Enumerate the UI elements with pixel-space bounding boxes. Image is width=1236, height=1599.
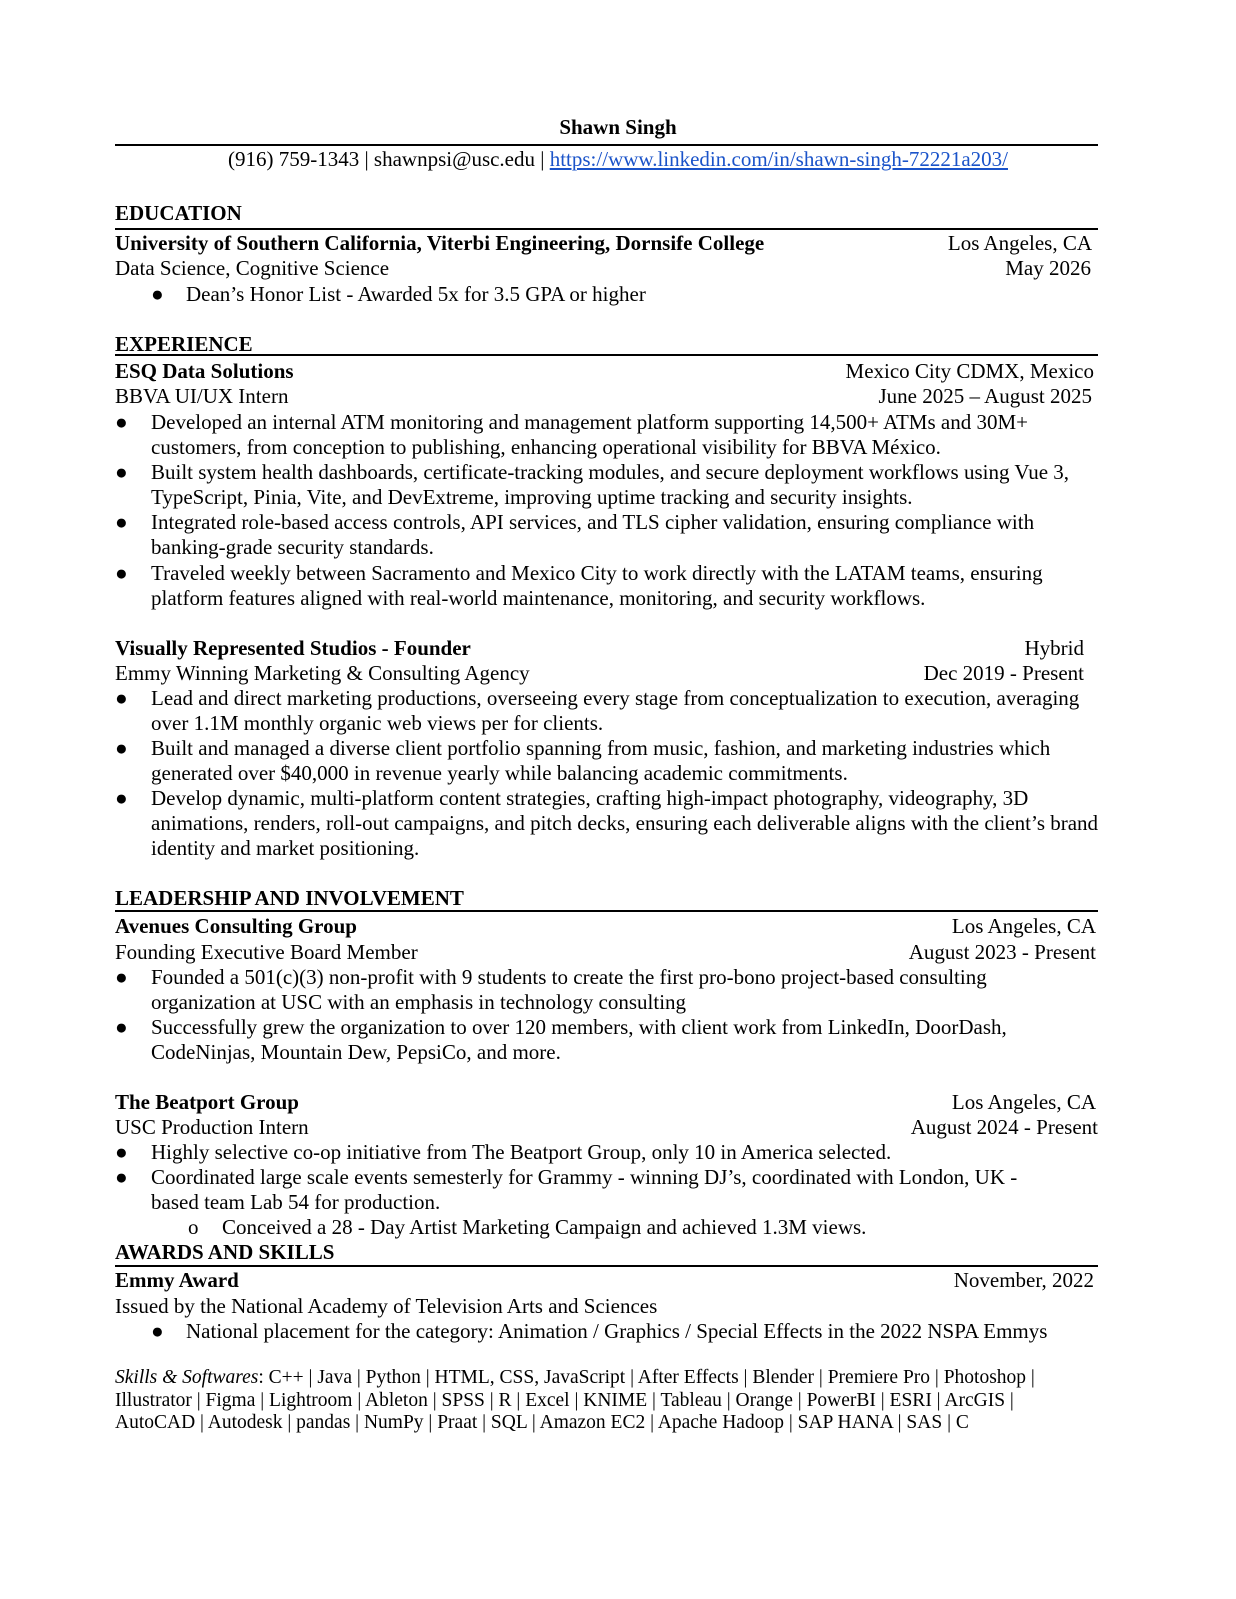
leadership-role: USC Production Intern [115, 1115, 309, 1139]
bullet-icon: ● [115, 686, 128, 710]
school-name: University of Southern California, Viterbi Engineering, Dornsife College [115, 231, 765, 255]
bullet-icon: ● [115, 1165, 128, 1189]
leadership-bullet: Highly selective co-op initiative from The Beatport Group, only 10 in America selected. [151, 1140, 892, 1164]
header-divider [115, 144, 1098, 146]
leadership-org: The Beatport Group [115, 1090, 299, 1114]
job-bullet: Integrated role-based access controls, API services, and TLS cipher validation, ensuring compliance with banking-grade security standards. [151, 510, 1035, 559]
bullet-icon: ● [115, 736, 128, 760]
leadership-bullet: Successfully grew the organization to over 120 members, with client work from LinkedIn, DoorDash, CodeNinjas, Mountain Dew, PepsiCo, and more. [151, 1015, 1007, 1064]
job-bullet: Develop dynamic, multi-platform content strategies, crafting high-impact photography, videography, 3D animations, renders, roll-out campaigns, and pitch decks, ensuring each deliverable aligns with the client’s brand identity and market positioning. [151, 786, 1099, 860]
leadership-role: Founding Executive Board Member [115, 940, 418, 964]
bullet-icon: ● [115, 786, 128, 810]
education-bullet: Dean’s Honor List - Awarded 5x for 3.5 GPA or higher [186, 282, 646, 306]
job-bullet: Built and managed a diverse client portfolio spanning from music, fashion, and marketing industries which generated over $40,000 in revenue yearly while balancing academic commitments. [151, 736, 1051, 785]
leadership-location: Los Angeles, CA [951, 914, 1096, 938]
job-bullet: Built system health dashboards, certificate-tracking modules, and secure deployment workflows using Vue 3, TypeScript, Pinia, Vite, and DevExtreme, improving uptime tracking and security insights. [151, 460, 1070, 509]
skills-label: Skills & Softwares [115, 1367, 259, 1388]
job-role: Emmy Winning Marketing & Consulting Agency [115, 661, 530, 685]
section-heading-education: EDUCATION [115, 201, 242, 225]
job-org: ESQ Data Solutions [115, 359, 294, 383]
job-role: BBVA UI/UX Intern [115, 384, 289, 408]
award-bullet: National placement for the category: Animation / Graphics / Special Effects in the 2022 NSPA Emmys [186, 1319, 1048, 1343]
job-dates: Dec 2019 - Present [923, 661, 1084, 685]
contact-info: (916) 759-1343 | shawnpsi@usc.edu | [228, 147, 550, 171]
education-divider [115, 228, 1098, 230]
school-location: Los Angeles, CA [947, 231, 1092, 255]
bullet-icon: ● [115, 510, 128, 534]
section-heading-leadership: LEADERSHIP AND INVOLVEMENT [115, 886, 464, 910]
leadership-dates: August 2024 - Present [910, 1115, 1098, 1139]
job-location: Mexico City CDMX, Mexico [845, 359, 1094, 383]
bullet-icon: ● [115, 460, 128, 484]
leadership-org: Avenues Consulting Group [115, 914, 357, 938]
skills-paragraph [115, 1367, 1075, 1435]
leadership-location: Los Angeles, CA [951, 1090, 1096, 1114]
job-org: Visually Represented Studios - Founder [115, 636, 471, 660]
bullet-icon: ● [115, 1015, 128, 1039]
award-name: Emmy Award [115, 1268, 239, 1292]
leadership-divider [115, 910, 1098, 912]
bullet-icon: ● [115, 965, 128, 989]
job-bullet: Developed an internal ATM monitoring and management platform supporting 14,500+ ATMs and 30M+ customers, from conception to publishing, enhancing operational visibility for BBVA México. [151, 410, 1028, 459]
bullet-icon: ● [115, 1140, 128, 1164]
sub-bullet-icon: o [188, 1215, 199, 1239]
leadership-sub-bullet: Conceived a 28 - Day Artist Marketing Campaign and achieved 1.3M views. [222, 1215, 867, 1239]
job-dates: June 2025 – August 2025 [878, 384, 1092, 408]
job-location: Hybrid [1024, 636, 1084, 660]
section-heading-awards: AWARDS AND SKILLS [115, 1240, 335, 1264]
school-major: Data Science, Cognitive Science [115, 256, 390, 280]
awards-divider [115, 1265, 1098, 1267]
section-heading-experience: EXPERIENCE [115, 332, 253, 356]
award-date: November, 2022 [953, 1268, 1094, 1292]
bullet-icon: ● [115, 561, 128, 585]
skills-list: : C++ | Java | Python | HTML, CSS, JavaScript | After Effects | Blender | Premiere Pro | Photoshop | Illustrator | Figma | Lightroom | Ableton | SPSS | R | Excel | KNIME | Tableau | Orange | PowerBI | ESRI | ArcGIS | AutoCAD | Autodesk | pandas | NumPy | Praat | SQL | Amazon EC2 | Apache Hadoop | SAP HANA | SAS | C [115, 1367, 1035, 1433]
bullet-icon: ● [151, 1319, 164, 1343]
job-bullet: Traveled weekly between Sacramento and Mexico City to work directly with the LATAM teams, ensuring platform features aligned with real-world maintenance, monitoring, and security workflows. [151, 561, 1043, 610]
contact-line [0, 147, 1236, 172]
graduation-date: May 2026 [1005, 256, 1091, 280]
bullet-icon: ● [115, 410, 128, 434]
candidate-name: Shawn Singh [559, 115, 677, 139]
leadership-bullet: Founded a 501(c)(3) non-profit with 9 students to create the first pro-bono project-based consulting organization at USC with an emphasis in technology consulting [151, 965, 987, 1014]
linkedin-link[interactable]: https://www.linkedin.com/in/shawn-singh-72221a203/ [549, 147, 1008, 171]
bullet-icon: ● [151, 282, 164, 306]
experience-divider [115, 354, 1098, 356]
job-bullet: Lead and direct marketing productions, overseeing every stage from conceptualization to execution, averaging over 1.1M monthly organic web views per for clients. [151, 686, 1080, 735]
leadership-bullet: Coordinated large scale events semesterly for Grammy - winning DJ’s, coordinated with London, UK - based team Lab 54 for production. [151, 1165, 1018, 1214]
leadership-dates: August 2023 - Present [908, 940, 1096, 964]
award-issuer: Issued by the National Academy of Television Arts and Sciences [115, 1294, 658, 1318]
